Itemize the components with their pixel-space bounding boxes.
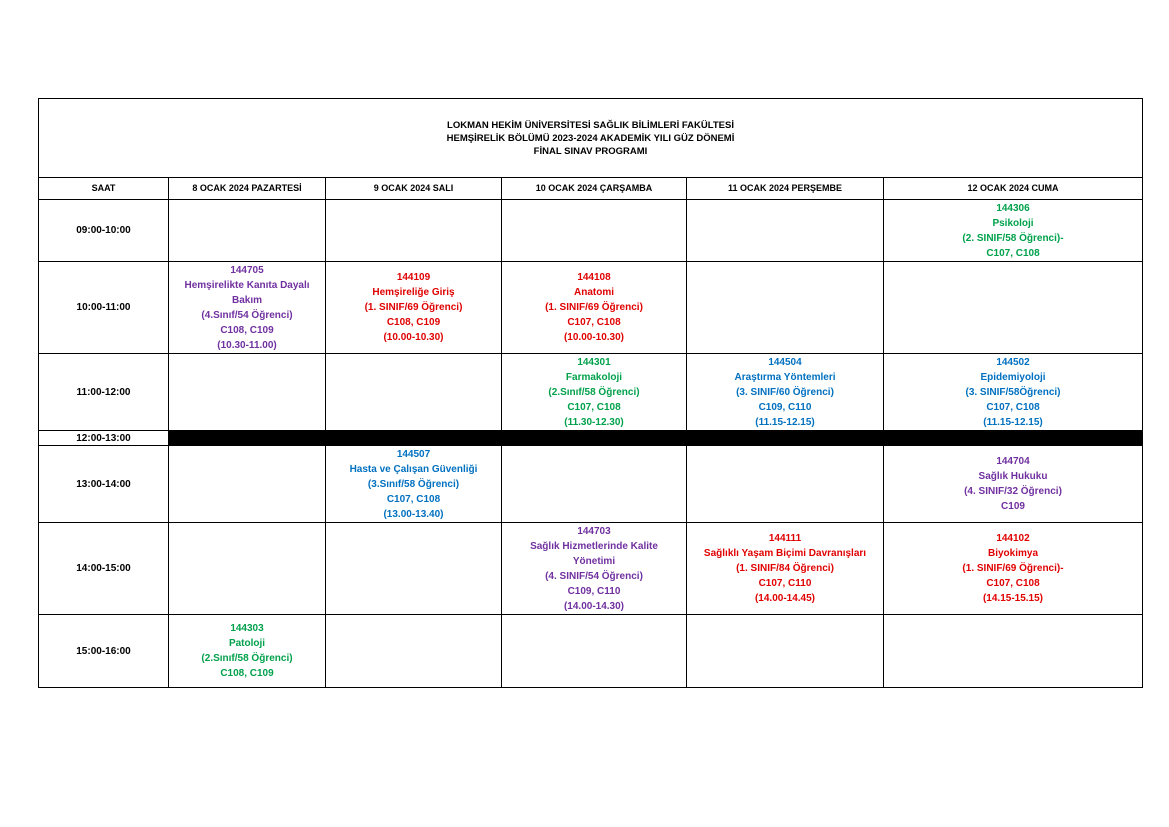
exam-biyokimya xyxy=(884,523,1143,615)
exam-line: 144502 xyxy=(996,356,1030,368)
exam-line: 144705 xyxy=(230,264,264,276)
title-line-3: FİNAL SINAV PROGRAMI xyxy=(533,145,648,157)
exam-line: Biyokimya xyxy=(987,548,1039,559)
exam-psikoloji xyxy=(884,200,1143,262)
exam-line: C107, C108 xyxy=(567,401,621,413)
column-header-saat: SAAT xyxy=(39,178,169,200)
empty-cell xyxy=(502,200,687,262)
time-cell: 09:00-10:00 xyxy=(39,200,169,262)
exam-kanita-dayali-bakim xyxy=(169,262,326,354)
row-0900 xyxy=(39,200,1143,262)
time-cell: 13:00-14:00 xyxy=(39,446,169,523)
column-header-monday: 8 OCAK 2024 PAZARTESİ xyxy=(169,178,326,200)
exam-arastirma-yontemleri xyxy=(687,354,884,431)
empty-cell xyxy=(884,262,1143,354)
empty-cell xyxy=(326,200,502,262)
exam-line: 144303 xyxy=(230,623,264,634)
column-header-friday: 12 OCAK 2024 CUMA xyxy=(884,178,1143,200)
exam-line: (4. SINIF/32 Öğrenci) xyxy=(964,486,1062,497)
empty-cell xyxy=(169,523,326,615)
title-row xyxy=(39,99,1143,178)
time-cell: 12:00-13:00 xyxy=(39,431,169,446)
exam-line: (1. SINIF/69 Öğrenci) xyxy=(545,302,643,313)
exam-line: (14.15-15.15) xyxy=(982,593,1044,604)
exam-line: (11.15-12.15) xyxy=(983,416,1043,428)
empty-cell xyxy=(169,200,326,262)
lunch-break-bar xyxy=(169,431,1143,446)
exam-line: (2.Sınıf/58 Öğrenci) xyxy=(548,386,640,398)
column-header-thursday: 11 OCAK 2024 PERŞEMBE xyxy=(687,178,884,200)
row-1300 xyxy=(39,446,1143,523)
exam-line: C109, C110 xyxy=(758,401,812,413)
exam-line: C107, C108 xyxy=(986,247,1040,259)
exam-line: 144703 xyxy=(577,525,611,537)
title-line-1: LOKMAN HEKİM ÜNİVERSİTESİ SAĞLIK BİLİMLERİ FAKÜLTESİ xyxy=(447,119,734,131)
empty-cell xyxy=(326,354,502,431)
empty-cell xyxy=(502,615,687,688)
exam-line: C108, C109 xyxy=(386,317,441,328)
exam-schedule-table xyxy=(38,98,1143,688)
exam-line: C108, C109 xyxy=(220,324,274,336)
empty-cell xyxy=(169,354,326,431)
time-cell: 11:00-12:00 xyxy=(39,354,169,431)
empty-cell xyxy=(687,615,884,688)
exam-line: C107, C108 xyxy=(567,317,621,328)
column-header-row xyxy=(39,178,1143,200)
exam-line: (14.00-14.30) xyxy=(563,600,625,612)
exam-hasta-calisan-guvenligi xyxy=(326,446,502,523)
exam-line: (1. SINIF/69 Öğrenci) xyxy=(364,302,463,313)
exam-line: Sağlık Hizmetlerinde Kalite xyxy=(530,540,658,552)
exam-line: 144108 xyxy=(577,272,611,283)
empty-cell xyxy=(326,615,502,688)
exam-line: Yönetimi xyxy=(572,555,616,567)
title-line-2: HEMŞİRELİK BÖLÜMÜ 2023-2024 AKADEMİK YILI GÜZ DÖNEMİ xyxy=(446,132,735,144)
row-1500 xyxy=(39,615,1143,688)
exam-saglik-hukuku xyxy=(884,446,1143,523)
exam-line: (3. SINIF/60 Öğrenci) xyxy=(736,386,834,398)
exam-line: Psikoloji xyxy=(992,217,1034,229)
exam-line: (3.Sınıf/58 Öğrenci) xyxy=(367,478,460,490)
row-1400 xyxy=(39,523,1143,615)
exam-line: Patoloji xyxy=(228,638,266,649)
empty-cell xyxy=(502,446,687,523)
exam-line: Anatomi xyxy=(574,287,614,298)
column-header-tuesday: 9 OCAK 2024 SALI xyxy=(326,178,502,200)
exam-line: (2. SINIF/58 Öğrenci)- xyxy=(962,232,1064,244)
exam-line: C107, C110 xyxy=(758,578,812,589)
exam-line: C109, C110 xyxy=(567,585,621,597)
empty-cell xyxy=(687,446,884,523)
exam-hemsirelige-giris xyxy=(326,262,502,354)
exam-line: (13.00-13.40) xyxy=(383,508,444,520)
time-cell: 15:00-16:00 xyxy=(39,615,169,688)
exam-saglikli-yasam xyxy=(687,523,884,615)
document-title xyxy=(39,99,1143,178)
exam-line: 144102 xyxy=(996,533,1030,544)
exam-line: (3. SINIF/58Öğrenci) xyxy=(965,386,1061,398)
exam-line: 144507 xyxy=(396,448,431,460)
exam-line: C107, C108 xyxy=(986,401,1040,413)
exam-kalite-yonetimi xyxy=(502,523,687,615)
exam-line: (11.15-12.15) xyxy=(755,416,815,428)
exam-line: (4. SINIF/54 Öğrenci) xyxy=(545,570,643,582)
exam-line: Araştırma Yöntemleri xyxy=(734,371,836,383)
time-cell: 14:00-15:00 xyxy=(39,523,169,615)
time-cell: 10:00-11:00 xyxy=(39,262,169,354)
exam-line: (10.30-11.00) xyxy=(217,339,277,351)
exam-line: C107, C108 xyxy=(386,493,441,505)
exam-farmakoloji xyxy=(502,354,687,431)
empty-cell xyxy=(169,446,326,523)
exam-line: Sağlıklı Yaşam Biçimi Davranışları xyxy=(703,548,867,559)
exam-line: 144306 xyxy=(996,202,1030,214)
exam-line: Hemşireliğe Giriş xyxy=(372,287,455,298)
row-1000 xyxy=(39,262,1143,354)
exam-patoloji xyxy=(169,615,326,688)
exam-line: 144111 xyxy=(768,533,802,544)
column-header-wednesday: 10 OCAK 2024 ÇARŞAMBA xyxy=(502,178,687,200)
exam-anatomi xyxy=(502,262,687,354)
exam-line: (14.00-14.45) xyxy=(754,593,816,604)
exam-line: Epidemiyoloji xyxy=(980,371,1046,383)
exam-line: 144704 xyxy=(996,456,1030,467)
exam-line: (1. SINIF/69 Öğrenci)- xyxy=(962,563,1064,574)
empty-cell xyxy=(326,523,502,615)
exam-line: C109 xyxy=(1001,501,1025,512)
exam-line: Farmakoloji xyxy=(565,371,623,383)
exam-epidemiyoloji xyxy=(884,354,1143,431)
exam-line: (11.30-12.30) xyxy=(564,416,624,428)
exam-line: (4.Sınıf/54 Öğrenci) xyxy=(201,309,293,321)
row-1200-lunch xyxy=(39,431,1143,446)
exam-line: Hasta ve Çalışan Güvenliği xyxy=(349,463,478,475)
exam-line: Sağlık Hukuku xyxy=(978,471,1048,482)
empty-cell xyxy=(687,200,884,262)
row-1100 xyxy=(39,354,1143,431)
exam-line: C107, C108 xyxy=(986,578,1040,589)
exam-line: 144504 xyxy=(768,356,802,368)
exam-line: (10.00-10.30) xyxy=(383,332,444,343)
empty-cell xyxy=(687,262,884,354)
exam-line: C108, C109 xyxy=(220,668,274,679)
empty-cell xyxy=(884,615,1143,688)
exam-line: Hemşirelikte Kanıta Dayalı xyxy=(184,279,310,291)
exam-line: (10.00-10.30) xyxy=(563,332,625,343)
exam-line: 144109 xyxy=(396,272,431,283)
exam-line: Bakım xyxy=(231,294,262,306)
exam-line: 144301 xyxy=(577,356,611,368)
exam-line: (2.Sınıf/58 Öğrenci) xyxy=(201,653,293,664)
exam-line: (1. SINIF/84 Öğrenci) xyxy=(736,563,834,574)
